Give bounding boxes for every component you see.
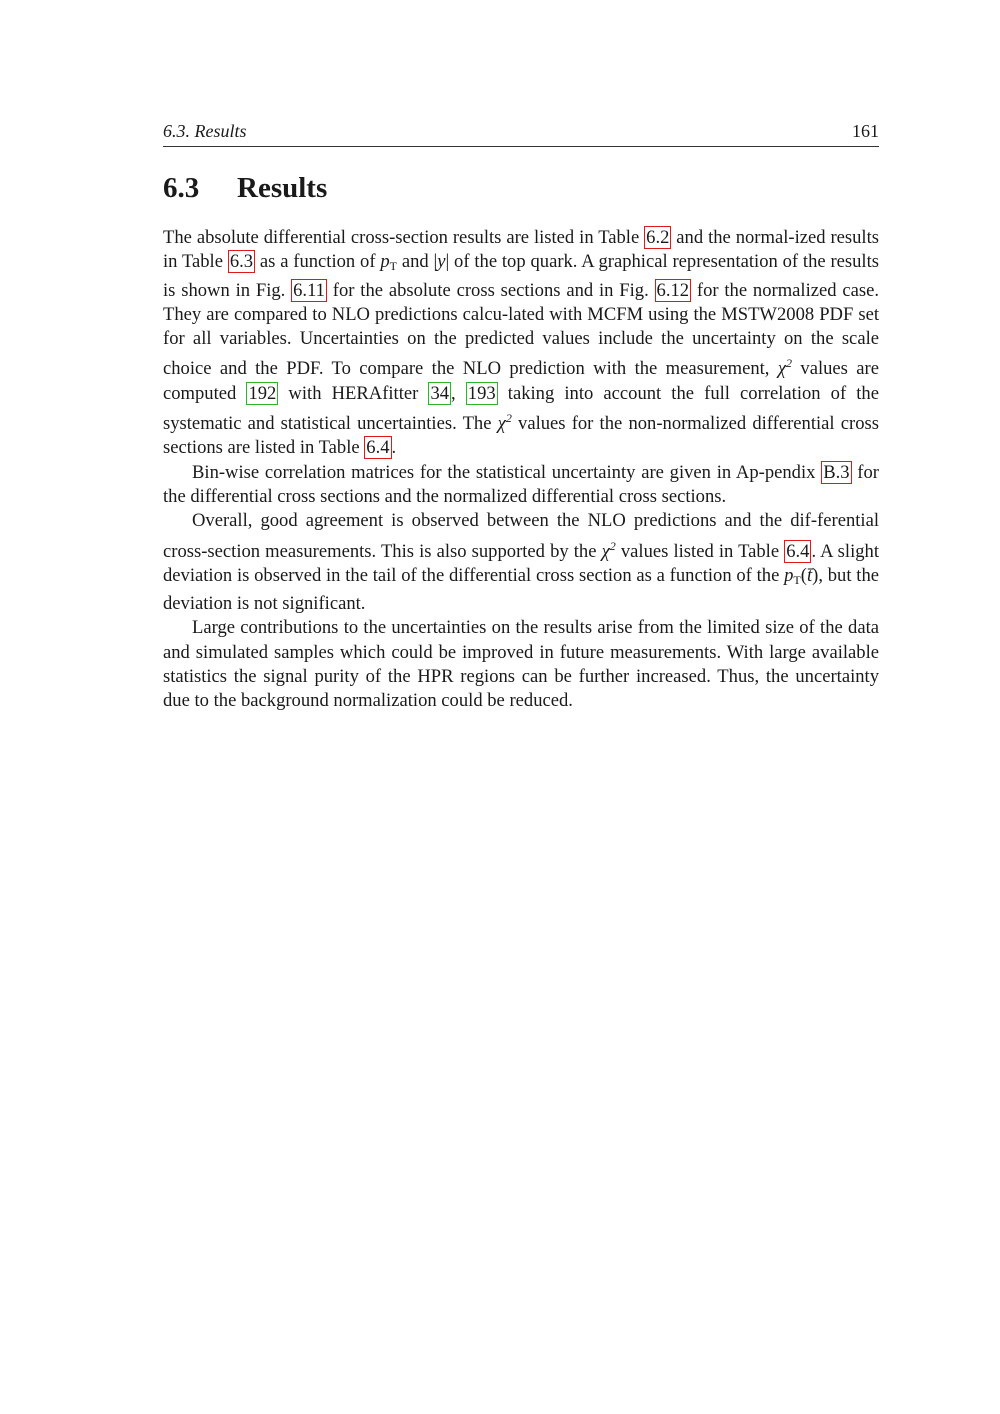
body-text — [163, 226, 879, 714]
math-chi2: $\chi^2$ — [497, 411, 512, 435]
running-header-section: 6.3. Results — [163, 121, 247, 141]
text-span: as a function of — [255, 251, 381, 273]
math-pt-tbar: $p_T(t̄)$ — [784, 564, 819, 587]
text-span: for the normalized case. They are compared to NLO predictions calcu-lated with MCFM using the MSTW2008 PDF set for all variables. Uncertainties on the predicted values include the uncertainty on the scale choice and the PDF. To compare the NLO prediction with the measurement, — [163, 279, 879, 380]
section-title: Results — [237, 172, 328, 204]
text-span: , but the deviation is not significant. — [163, 564, 879, 615]
table-ref-link[interactable]: 6.4 — [786, 540, 810, 562]
math-chi2: $\chi^2$ — [777, 356, 793, 380]
table-ref-link[interactable]: 6.4 — [366, 437, 390, 459]
paragraph-2 — [163, 461, 879, 510]
appendix-ref-link[interactable]: B.3 — [823, 461, 850, 483]
page-number: 161 — [852, 121, 879, 141]
paragraph-3 — [163, 509, 879, 616]
text-span: and | — [397, 251, 438, 273]
text-span: with HERAfitter — [278, 382, 429, 404]
text-span: . A slight deviation is observed in the tail of the differential cross section as a function of the — [163, 540, 879, 586]
text-span: and the normal-ized results in Table — [163, 227, 879, 273]
section-number: 6.3 — [163, 172, 200, 204]
text-span: for the differential cross sections and the normalized differential cross sections. — [163, 461, 879, 507]
paragraph-4: Large contributions to the uncertainties on the results arise from the limited size of the data and simulated samples which could be improved in future measurements. With large available statistics the signal purity of the HPR regions can be further increased. Thus, the uncertainty due to the background normalization could be reduced. — [163, 617, 879, 712]
text-span: Overall, good agreement is observed between the NLO predictions and the dif-ferential cross-section measurements. This is also supported by the — [163, 510, 879, 562]
text-span: | of the top quark. A graphical representation of the results is shown in Fig. — [163, 251, 880, 301]
citation-link[interactable]: 192 — [248, 382, 277, 404]
text-span: The absolute differential cross-section results are listed in Table — [163, 227, 645, 248]
running-header — [163, 120, 879, 147]
table-ref-link[interactable]: 6.3 — [229, 251, 254, 273]
text-span: . — [391, 437, 397, 459]
citation-link[interactable]: 193 — [467, 382, 496, 404]
paragraph-1 — [163, 226, 879, 461]
text-span: values listed in Table — [615, 540, 785, 562]
text-span: for the absolute cross sections and in Fig. — [326, 279, 655, 301]
figure-ref-link[interactable]: 6.11 — [293, 279, 325, 301]
table-ref-link[interactable]: 6.2 — [646, 227, 670, 248]
text-span: values are computed — [163, 358, 879, 404]
text-span: taking into account the full correlation of the systematic and statistical uncertainties. The — [163, 382, 879, 435]
text-span: values for the non-normalized differential cross sections are listed in Table — [163, 413, 879, 459]
text-span: , — [451, 382, 466, 404]
math-y: y — [437, 251, 446, 273]
text-span: Bin-wise correlation matrices for the statistical uncertainty are given in Ap-pendix — [192, 461, 822, 483]
figure-ref-link[interactable]: 6.12 — [656, 279, 690, 301]
section-heading — [163, 172, 327, 205]
math-chi2: $\chi^2$ — [601, 538, 616, 562]
math-pt: $p_T$ — [380, 251, 398, 274]
citation-link[interactable]: 34 — [430, 382, 450, 404]
